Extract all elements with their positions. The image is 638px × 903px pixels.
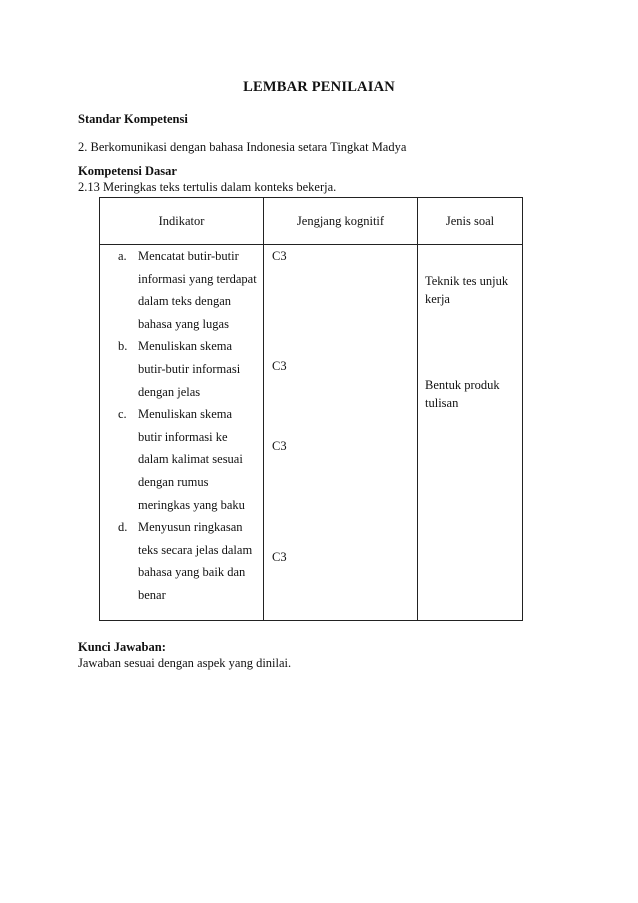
assessment-table	[99, 197, 523, 621]
jenjang-kognitif-cell	[264, 245, 418, 621]
standar-kompetensi-text: 2. Berkomunikasi dengan bahasa Indonesia setara Tingkat Madya	[78, 140, 407, 154]
table-row	[100, 245, 523, 621]
kunci-jawaban-text: Jawaban sesuai dengan aspek yang dinilai.	[78, 656, 292, 670]
standar-kompetensi-label: Standar Kompetensi	[78, 112, 188, 126]
indicator-marker: b.	[118, 339, 128, 354]
jenis-soal-cell	[418, 245, 523, 621]
indicator-marker: c.	[118, 407, 127, 422]
kompetensi-dasar-label: Kompetensi Dasar	[78, 164, 177, 178]
indicator-marker: d.	[118, 520, 128, 535]
table-header-row	[100, 198, 523, 245]
indikator-cell	[100, 245, 264, 621]
header-jenis-soal: Jenis soal	[418, 198, 523, 245]
indicator-marker: a.	[118, 249, 127, 263]
cognitive-level: C3	[272, 249, 287, 263]
indicator-text: Menuliskan skema butir-butir informasi dengan jelas	[138, 339, 241, 399]
cognitive-level: C3	[272, 439, 287, 453]
indicator-text: Mencatat butir-butir informasi yang terdapat dalam teks dengan bahasa yang lugas	[138, 249, 257, 331]
header-indikator: Indikator	[100, 198, 264, 245]
indicator-text: Menuliskan skema butir informasi ke dalam kalimat sesuai dengan rumus meringkas yang baku	[138, 407, 245, 512]
list-item	[100, 403, 263, 516]
question-type: Bentuk produk tulisan	[425, 378, 500, 410]
header-jenjang-kognitif: Jengjang kognitif	[264, 198, 418, 245]
cognitive-level: C3	[272, 359, 287, 373]
cognitive-level: C3	[272, 550, 287, 564]
indikator-list	[100, 245, 263, 607]
kompetensi-dasar-text: 2.13 Meringkas teks tertulis dalam konteks bekerja.	[78, 180, 337, 194]
question-type: Teknik tes unjuk kerja	[425, 274, 509, 306]
list-item	[100, 516, 263, 606]
list-item	[100, 335, 263, 403]
document-title: LEMBAR PENILAIAN	[243, 79, 395, 95]
indicator-text: Menyusun ringkasan teks secara jelas dalam bahasa yang baik dan benar	[138, 520, 253, 602]
kunci-jawaban-label: Kunci Jawaban:	[78, 640, 166, 654]
list-item	[100, 245, 263, 335]
